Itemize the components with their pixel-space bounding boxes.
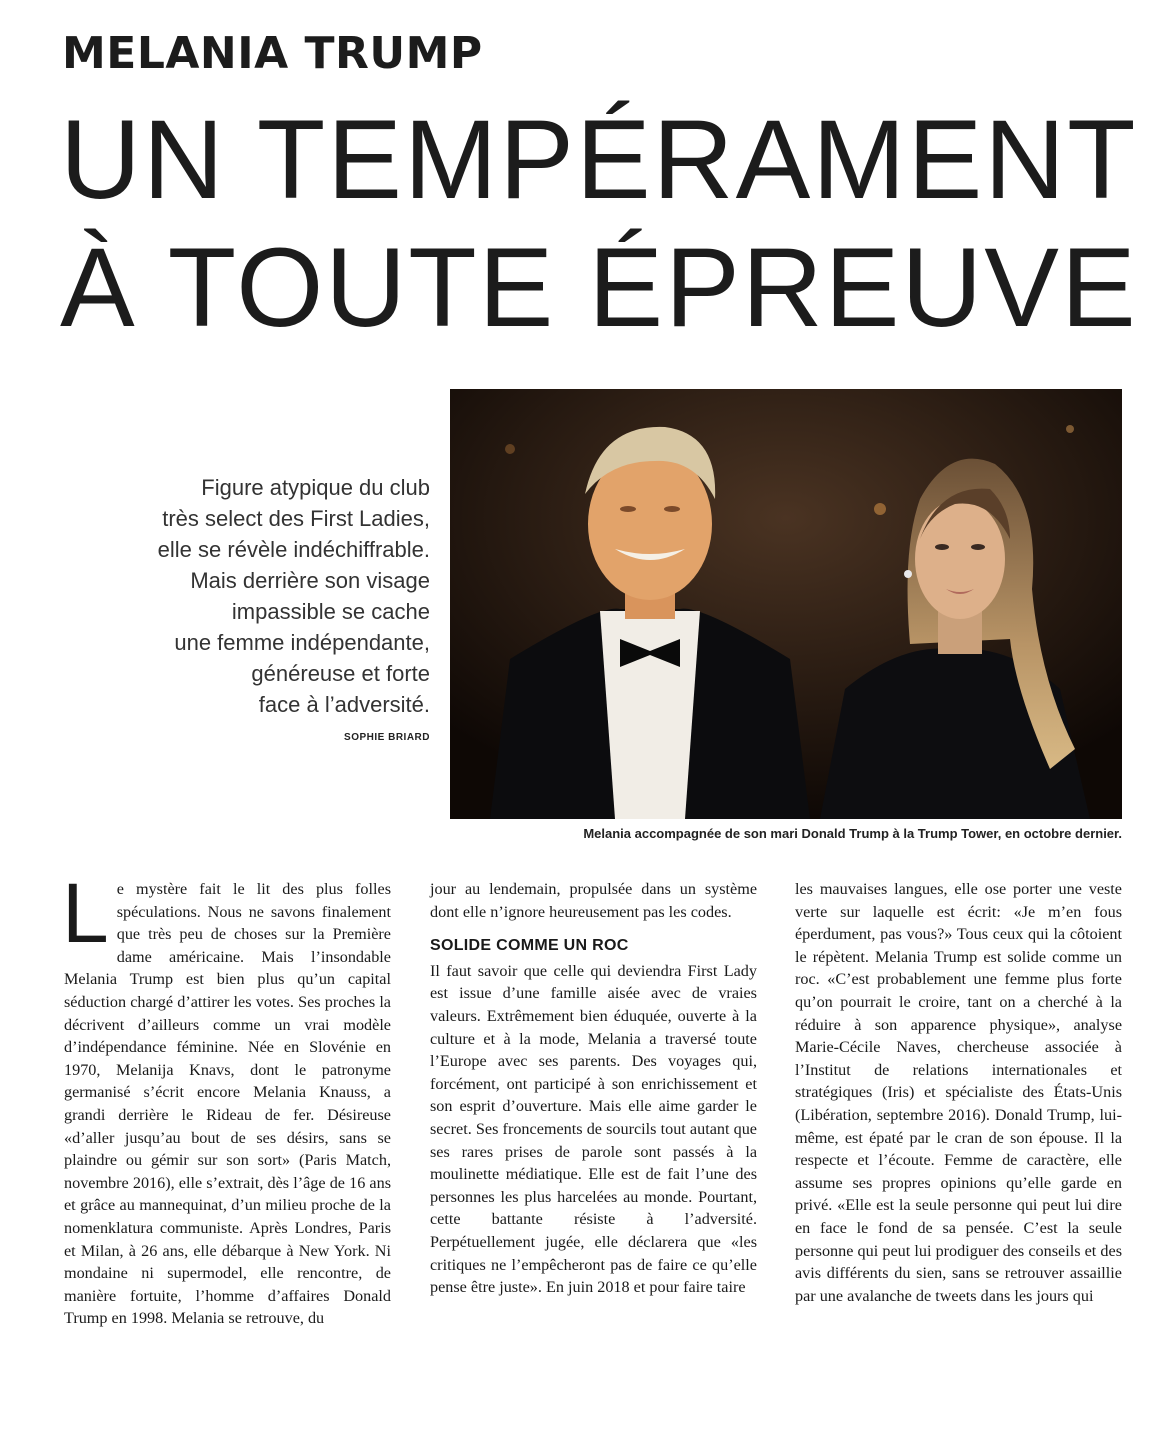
bokeh-light	[505, 444, 515, 454]
standfirst-line: Figure atypique du club	[201, 475, 430, 500]
body-column-1	[62, 866, 391, 1330]
standfirst-line: Mais derrière son visage	[190, 568, 430, 593]
headline-line-1: UN TEMPÉRAMENT	[60, 97, 1138, 222]
bokeh-light	[874, 503, 886, 515]
headline	[60, 96, 1140, 352]
body-text: les mauvaises langues, elle ose porter une veste verte sur laquelle est écrit: «Je m’en fous éperdument, pas vous?» Tous ceux qui la côtoient le répètent. Melania Trump est solide comme un roc. «C’est probablement une femme plus forte qu’on pourrait le croire, tant on a cherché à la réduire à son apparence physique», analyse Marie-Cécile Naves, chercheuse associée à l’Institut de relations internationales et stratégiques (Iris) et spécialiste des États-Unis (Libération, septembre 2016). Donald Trump, lui-même, est épaté par le cran de son épouse. Il la respecte et l’écoute. Femme de caractère, elle assume ses propres opinions qu’elle garde en privé. «Elle est la seule personne qui peut lui dire en face le fond de sa pensée. C’est la seule personne qui peut lui prodiguer des conseils et des avis différents du sien, sans se retrouver assaillie par une avalanche de tweets dans les jours qui	[795, 880, 1122, 1305]
standfirst	[110, 472, 430, 720]
article-photo	[450, 389, 1122, 819]
body-text: Il faut savoir que celle qui deviendra First Lady est issue d’une famille aisée avec de vraies valeurs. Extrêmement bien éduquée, ouverte à la culture et à la mode, Melania a traversé toute l’Europe avec ses parents. Des voyages qui, forcément, ont participé à son enrichissement et son esprit d’ouverture. Mais elle aime garder le secret. Ses froncements de sourcils tout autant que ses rares prises de parole sont passés à la moulinette médiatique. Elle est de fait l’une des personnes les plus harcelées au monde. Pourtant, cette battante résiste à l’adversité. Perpétuellement jugée, elle déclarera que «les critiques ne l’empêcheront pas de faire ce qu’elle pense être juste». En juin 2018 et pour faire taire	[430, 961, 757, 1297]
drop-cap: L	[62, 866, 109, 960]
photo-illustration	[450, 389, 1122, 819]
photo-caption: Melania accompagnée de son mari Donald Trump à la Trump Tower, en octobre dernier.	[583, 826, 1122, 841]
body-column-3	[795, 878, 1122, 1307]
body-text: jour au lendemain, propulsée dans un système dont elle n’ignore heureusement pas les codes.	[430, 880, 757, 921]
kicker: MELANIA TRUMP	[62, 28, 483, 79]
section-subhead: SOLIDE COMME UN ROC	[430, 937, 629, 955]
standfirst-line: elle se révèle indéchiffrable.	[157, 537, 430, 562]
standfirst-line: impassible se cache	[231, 599, 430, 624]
standfirst-line: généreuse et forte	[251, 661, 430, 686]
author-byline: SOPHIE BRIARD	[344, 732, 430, 743]
standfirst-line: face à l’adversité.	[258, 692, 430, 717]
standfirst-line: une femme indépendante,	[174, 630, 430, 655]
bokeh-light	[1066, 425, 1074, 433]
body-text: e mystère fait le lit des plus folles spéculations. Nous ne savons finalement que très peu de choses sur la Première dame américaine. Mais l’insondable Melania Trump est bien plus qu’un capital séduction chargé d’attirer les votes. Ses proches la décrivent d’ailleurs comme un vrai modèle d’indépendance féminine. Née en Slovénie en 1970, Melanija Knavs, dont le patronyme germanisé s’écrit encore Melania Knauss, a grandi derrière le Rideau de fer. Désireuse «d’aller jusqu’au bout de ses désirs, sans se plaindre ou gémir sur son sort» (Paris Match, novembre 2016), elle s’extrait, dès l’âge de 16 ans et grâce au mannequinat, d’un milieu proche de la nomenklatura communiste. Après Londres, Paris et Milan, à 26 ans, elle débarque à New York. Ni mondaine ni supermodel, elle rencontre, de manière fortuite, l’homme d’affaires Donald Trump en 1998. Melania se retrouve, du	[64, 880, 391, 1328]
body-column-2	[430, 878, 757, 1299]
headline-line-2: À TOUTE ÉPREUVE	[60, 225, 1138, 350]
standfirst-line: très select des First Ladies,	[162, 506, 430, 531]
